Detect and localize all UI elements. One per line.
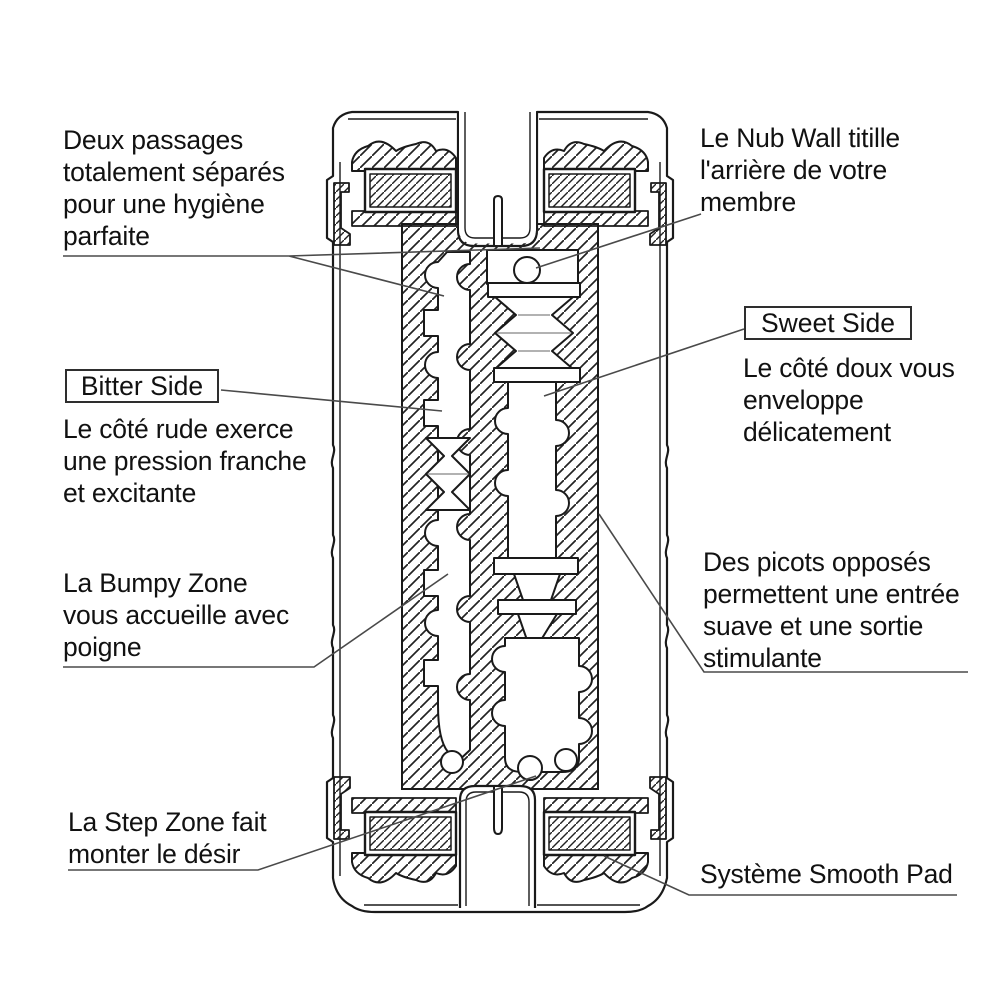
bottom-opening-channel	[460, 786, 535, 908]
label-opposed-nubs	[703, 546, 960, 674]
step-disc-1	[494, 558, 578, 574]
sweet-side-tag: Sweet Side	[744, 306, 912, 340]
label-line: délicatement	[743, 417, 891, 447]
top-center-tab	[494, 196, 502, 245]
label-line: La Step Zone fait	[68, 807, 267, 837]
label-line: La Bumpy Zone	[63, 568, 248, 598]
label-sweet-side	[743, 352, 955, 448]
label-step-zone	[68, 806, 266, 870]
top-right-pad-core	[549, 174, 630, 207]
step-cone-1	[514, 574, 560, 600]
label-line: Le côté doux vous	[743, 353, 955, 383]
label-smooth-pad: Système Smooth Pad	[700, 859, 953, 889]
bottom-swirl-2	[518, 756, 542, 780]
label-line: Des picots opposés	[703, 547, 931, 577]
label-line: vous accueille avec	[63, 600, 289, 630]
label-nub-wall	[700, 122, 900, 218]
top-right-band	[544, 211, 648, 226]
top-opening-channel	[459, 108, 536, 245]
label-line: Deux passages	[63, 125, 244, 155]
bottom-right-pad-core	[549, 817, 630, 850]
label-line: monter le désir	[68, 839, 241, 869]
label-line: l'arrière de votre	[700, 155, 888, 185]
label-line: une pression franche	[63, 446, 307, 476]
nub-wall-nub	[514, 257, 540, 283]
label-dual-passages	[63, 124, 285, 252]
label-line: suave et une sortie	[703, 611, 924, 641]
sweet-table-disc	[488, 283, 580, 297]
bitter-side-tag: Bitter Side	[65, 369, 219, 403]
top-left-pad-core	[370, 174, 451, 207]
step-disc-2	[498, 600, 576, 614]
sweet-disc	[494, 368, 580, 382]
label-bumpy-zone	[63, 567, 289, 663]
bottom-swirl-3	[555, 749, 577, 771]
label-line: poigne	[63, 632, 142, 662]
bottom-swirl-1	[441, 751, 463, 773]
label-line: stimulante	[703, 643, 822, 673]
label-line: parfaite	[63, 221, 150, 251]
bottom-right-band	[544, 798, 648, 813]
label-line: et excitante	[63, 478, 197, 508]
sweet-lower-band	[492, 638, 592, 772]
bottom-center-tab	[494, 787, 502, 834]
top-left-band	[352, 211, 456, 226]
bottom-left-pad-core	[370, 817, 451, 850]
label-line: pour une hygiène	[63, 189, 265, 219]
label-line: membre	[700, 187, 796, 217]
bottom-left-band	[352, 798, 456, 813]
label-line: Le côté rude exerce	[63, 414, 294, 444]
label-bitter-side	[63, 413, 307, 509]
label-line: Le Nub Wall titille	[700, 123, 900, 153]
label-line: permettent une entrée	[703, 579, 960, 609]
label-line: totalement séparés	[63, 157, 285, 187]
label-line: enveloppe	[743, 385, 864, 415]
